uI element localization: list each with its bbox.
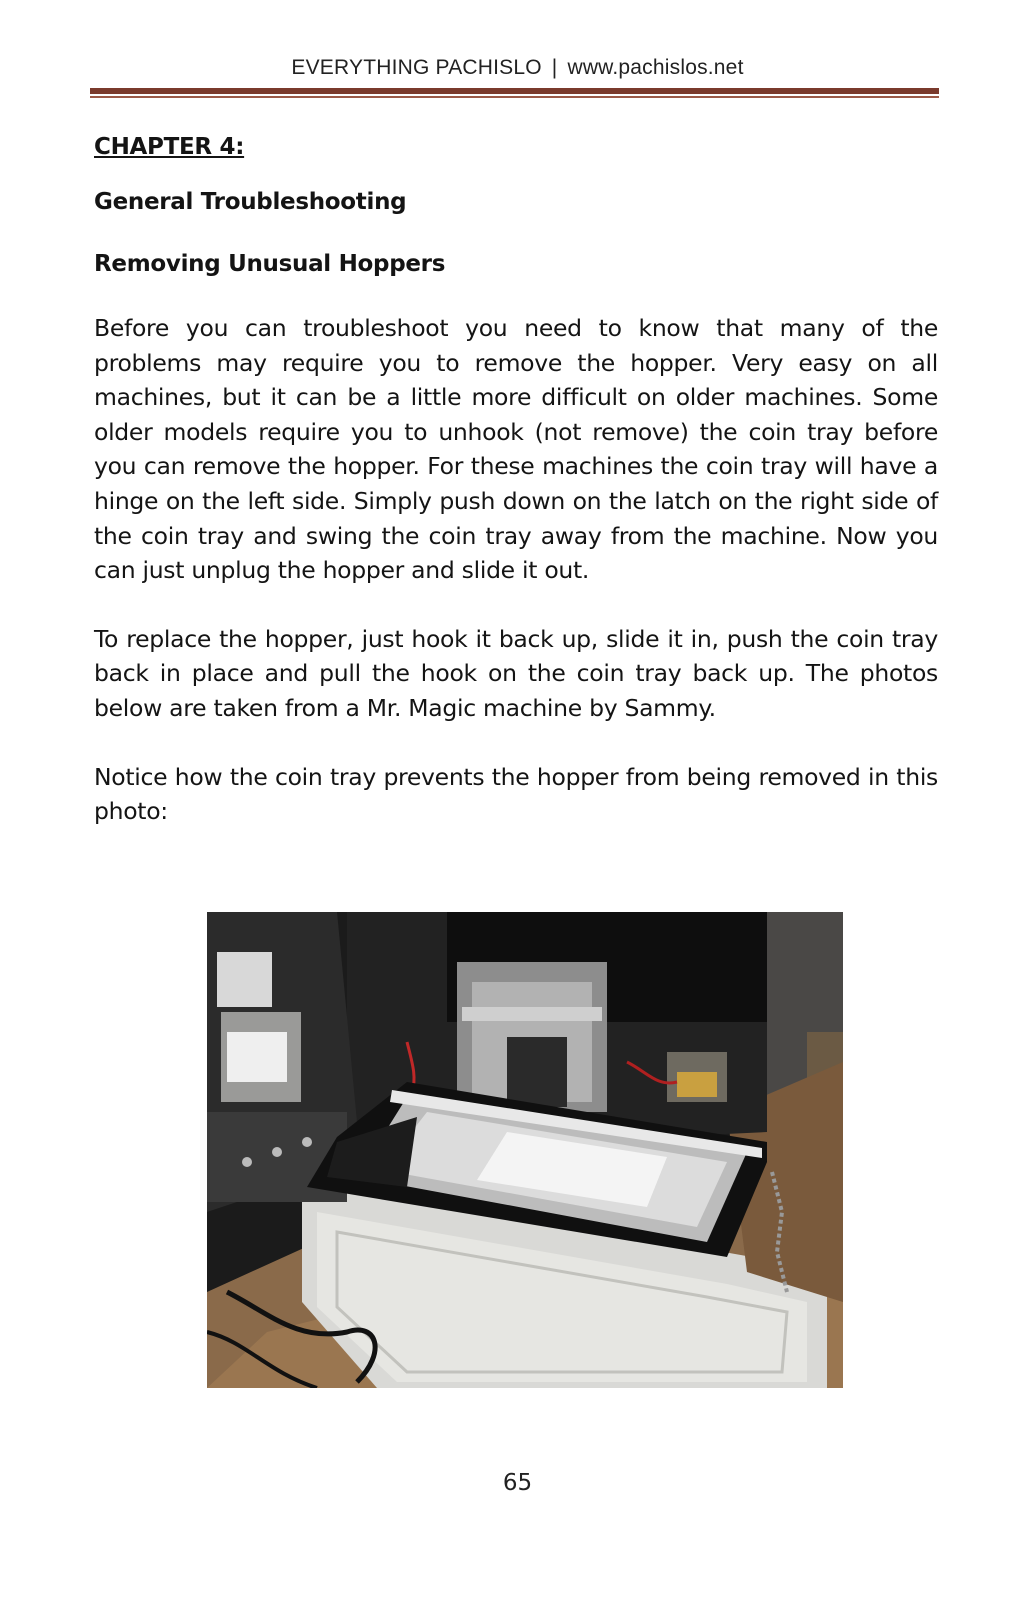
header-title: EVERYTHING PACHISLO: [291, 56, 542, 79]
paragraph-3: Notice how the coin tray prevents the hopper from being removed in this photo:: [94, 762, 938, 826]
header-rule: [90, 88, 939, 94]
photo-machine-interior-icon: [207, 912, 843, 1388]
section-title: General Troubleshooting: [94, 189, 407, 215]
page-content: [94, 128, 938, 829]
page-number: 65: [502, 1470, 533, 1496]
header-rule-thin: [90, 96, 939, 98]
machine-photo: [207, 912, 843, 1388]
paragraph-1: Before you can troubleshoot you need to know that many of the problems may require you to remove the hopper. Very easy on all machines, but it can be a little more difficult on older machines. Some older models require you to unhook (not remove) the coin tray before you can remove the hopper. For these machines the coin tray will have a hinge on the left side. Simply push down on the latch on the right side of the coin tray and swing the coin tray away from the machine. Now you can just unplug the hopper and slide it out.: [94, 314, 938, 585]
running-header: [0, 56, 1035, 80]
subsection-title: Removing Unusual Hoppers: [94, 251, 446, 277]
header-url[interactable]: www.pachislos.net: [567, 56, 744, 79]
chapter-heading: CHAPTER 4:: [94, 134, 245, 160]
paragraph-2: To replace the hopper, just hook it back up, slide it in, push the coin tray back in place and pull the hook on the coin tray back up. The photos below are taken from a Mr. Magic machine by Sammy.: [94, 624, 938, 722]
header-separator: |: [551, 56, 558, 79]
